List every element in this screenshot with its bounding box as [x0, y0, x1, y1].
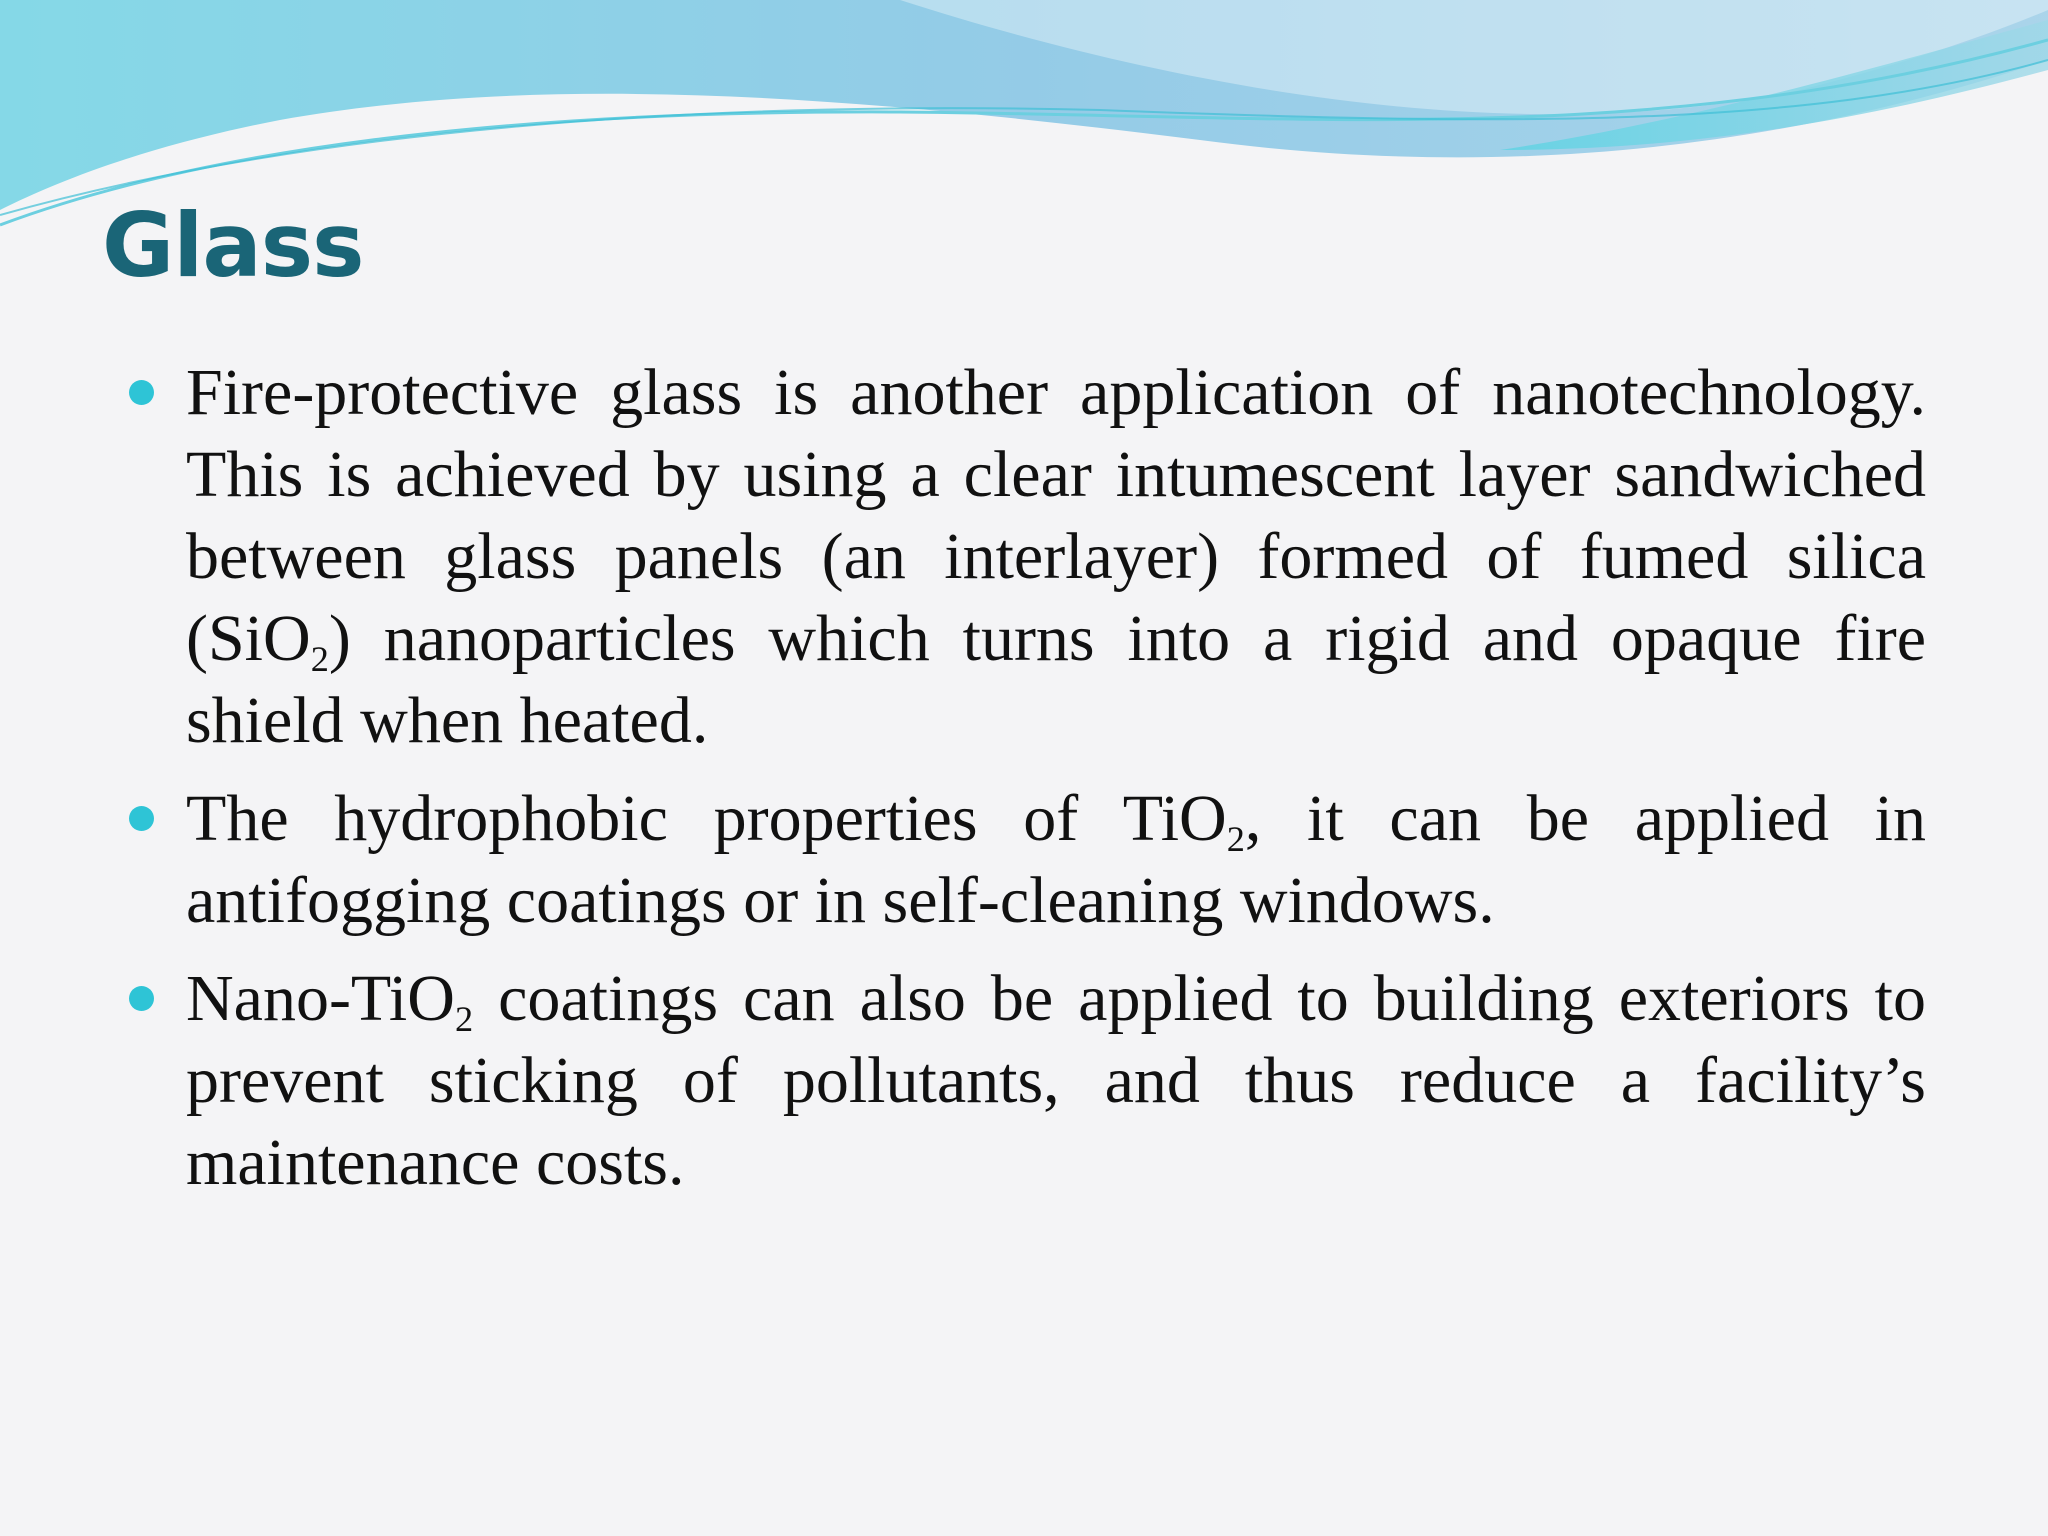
- bullet-text: , it can be applied in antifogging coatings or in self-cleaning windows.: [186, 782, 1927, 937]
- bullet-text: The hydrophobic properties of TiO: [186, 782, 1227, 855]
- bullet-text: Fire-protective glass is another application of nanotechnology. This is achieved by using a clear intumescent layer sandwiched between glass panels (an interlayer) formed of fumed silica (SiO: [186, 356, 1926, 675]
- bullet-text: Nano-TiO: [186, 962, 455, 1035]
- bullet-text: ) nanoparticles which turns into a rigid and opaque fire shield when heated.: [186, 602, 1926, 757]
- bullet-item: [186, 352, 1926, 762]
- bullet-marker-icon: [129, 986, 154, 1011]
- bullet-item: [186, 958, 1926, 1204]
- subscript: 2: [454, 998, 474, 1039]
- slide-title: Glass: [102, 194, 364, 297]
- bullet-list: [186, 352, 1926, 1220]
- subscript: 2: [1226, 818, 1245, 859]
- subscript: 2: [310, 638, 329, 679]
- bullet-marker-icon: [129, 806, 154, 831]
- bullet-marker-icon: [129, 380, 154, 405]
- bullet-text: coatings can also be applied to building exteriors to prevent sticking of pollutants, and thus reduce a facility’s maintenance costs.: [186, 962, 1926, 1199]
- bullet-item: [186, 778, 1926, 942]
